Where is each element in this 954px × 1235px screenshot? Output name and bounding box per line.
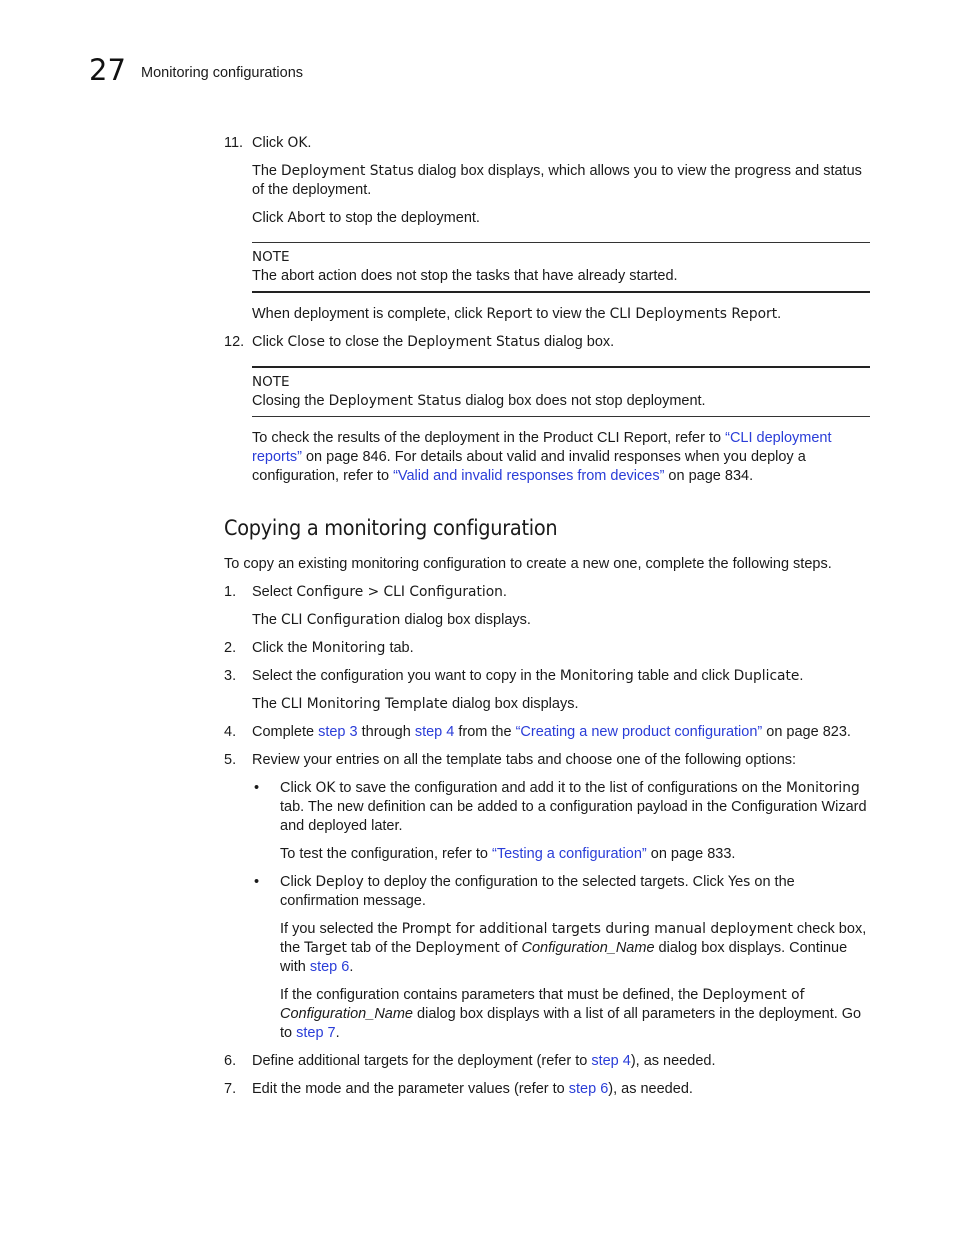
step-number: 12. — [224, 334, 245, 350]
ui-term: Target — [304, 940, 347, 956]
ui-term: Monitoring — [785, 780, 860, 796]
step-number: 1. — [224, 584, 237, 600]
ui-term: OK — [287, 135, 308, 151]
step-number: 4. — [224, 724, 237, 740]
ui-term: Deployment Status — [281, 163, 414, 179]
testing-configuration-link[interactable]: “Testing a configuration” — [491, 846, 647, 862]
paragraph: If you selected the Prompt for additional targets during manual deployment check box, the Target tab of the Deployment of Configuration_Name dialog box displays. Continue with step 6. — [280, 921, 867, 975]
ui-term: Abort — [287, 210, 326, 226]
step-11 — [224, 134, 870, 153]
ui-term: Deployment Status — [328, 393, 462, 409]
note-box — [252, 242, 870, 293]
creating-product-configuration-link[interactable]: “Creating a new product configuration” — [515, 724, 763, 740]
ui-term: Monitoring — [311, 640, 386, 656]
chapter-number: 27 — [89, 53, 126, 87]
paragraph: If the configuration contains parameters that must be defined, the Deployment of Configuration_Name dialog box displays with a list of all parameters in the deployment. Go to step 7. — [280, 987, 862, 1041]
step-number: 3. — [224, 668, 237, 684]
paragraph: Click Abort to stop the deployment. — [252, 210, 480, 226]
step-3: 3. Select the configuration you want to copy in the Monitoring table and click Duplicate. — [224, 668, 804, 684]
text: . — [307, 135, 312, 151]
emphasis: Configuration_Name — [280, 1006, 413, 1022]
step-number: 11. — [224, 135, 244, 151]
step-number: 6. — [224, 1053, 237, 1069]
step-12: 12. Click Close to close the Deployment Status dialog box. — [224, 334, 615, 350]
ui-term: Deployment of — [415, 940, 518, 956]
step-number: 2. — [224, 640, 237, 656]
note-label: NOTE — [252, 374, 290, 390]
step-4: 4. Complete step 3 through step 4 from the “Creating a new product configuration” on page 823. — [224, 724, 851, 740]
step-1: 1. Select Configure > CLI Configuration. — [224, 584, 507, 600]
ui-term: CLI Configuration — [281, 612, 401, 628]
text: Click — [252, 135, 288, 151]
paragraph: The CLI Configuration dialog box displays. — [252, 612, 531, 628]
cli-deployment-reports-link[interactable]: “CLI deployment reports” — [252, 430, 832, 465]
step-4-link[interactable]: step 4 — [414, 724, 455, 740]
ui-term: Deployment of — [702, 987, 805, 1003]
step-5: 5. Review your entries on all the template tabs and choose one of the following options: — [224, 752, 797, 768]
valid-invalid-responses-link[interactable]: “Valid and invalid responses from devices” — [393, 468, 665, 484]
step-6: 6. Define additional targets for the deployment (refer to step 4), as needed. — [224, 1053, 716, 1069]
paragraph: The CLI Monitoring Template dialog box displays. — [252, 696, 579, 712]
note-text: Closing the Deployment Status dialog box does not stop deployment. — [252, 393, 706, 409]
step-7-link[interactable]: step 7 — [296, 1025, 336, 1041]
bullet-icon: • — [254, 874, 260, 890]
ui-term: OK — [315, 780, 336, 796]
ui-term: Deployment Status — [407, 334, 541, 350]
ui-term: Configure > CLI Configuration — [296, 584, 503, 600]
ui-term: Report — [486, 306, 533, 322]
step-6-link[interactable]: step 6 — [568, 1081, 609, 1097]
bullet-item: • Click Deploy to deploy the configuration to the selected targets. Click Yes on the confirmation message. — [254, 874, 795, 909]
note-label: NOTE — [252, 249, 290, 265]
step-number: 5. — [224, 752, 237, 768]
step-number: 7. — [224, 1081, 237, 1097]
paragraph: To test the configuration, refer to “Testing a configuration” on page 833. — [280, 846, 736, 862]
ui-term: CLI Monitoring Template — [281, 696, 448, 712]
bullet-item: • Click OK to save the configuration and add it to the list of configurations on the Monitoring tab. The new definition can be added to a configuration payload in the Configuration Wizard and deployed later. — [254, 780, 867, 834]
ui-term: Close — [287, 334, 326, 350]
ui-term: Monitoring — [559, 668, 634, 684]
section-heading: Copying a monitoring configuration — [224, 516, 558, 540]
note-text: The abort action does not stop the tasks that have already started. — [252, 268, 678, 284]
section-intro: To copy an existing monitoring configuration to create a new one, complete the following steps. — [224, 556, 832, 572]
step-4-link[interactable]: step 4 — [591, 1053, 631, 1069]
paragraph: To check the results of the deployment in the Product CLI Report, refer to “CLI deployment reports” on page 846. For details about valid and invalid responses when you deploy a configuration, refer to “Valid and invalid responses from devices” on page 834. — [252, 430, 832, 484]
bullet-icon: • — [254, 780, 260, 796]
note-box — [252, 366, 870, 417]
chapter-title: Monitoring configurations — [141, 65, 304, 81]
step-7: 7. Edit the mode and the parameter values (refer to step 6), as needed. — [224, 1081, 693, 1097]
paragraph: When deployment is complete, click Report to view the CLI Deployments Report. — [252, 306, 782, 322]
ui-term: Yes — [728, 874, 751, 890]
page-content — [224, 134, 870, 1108]
emphasis: Configuration_Name — [517, 940, 655, 956]
ui-term: Duplicate — [733, 668, 800, 684]
ui-term: Deploy — [315, 874, 364, 890]
ui-term: CLI Deployments Report — [609, 306, 778, 322]
step-3-link[interactable]: step 3 — [318, 724, 358, 740]
paragraph: The Deployment Status dialog box displays, which allows you to view the progress and status of the deployment. — [252, 163, 862, 198]
ui-term: Prompt for additional targets during manual deployment — [401, 921, 793, 937]
step-2: 2. Click the Monitoring tab. — [224, 640, 414, 656]
step-6-link[interactable]: step 6 — [309, 959, 350, 975]
